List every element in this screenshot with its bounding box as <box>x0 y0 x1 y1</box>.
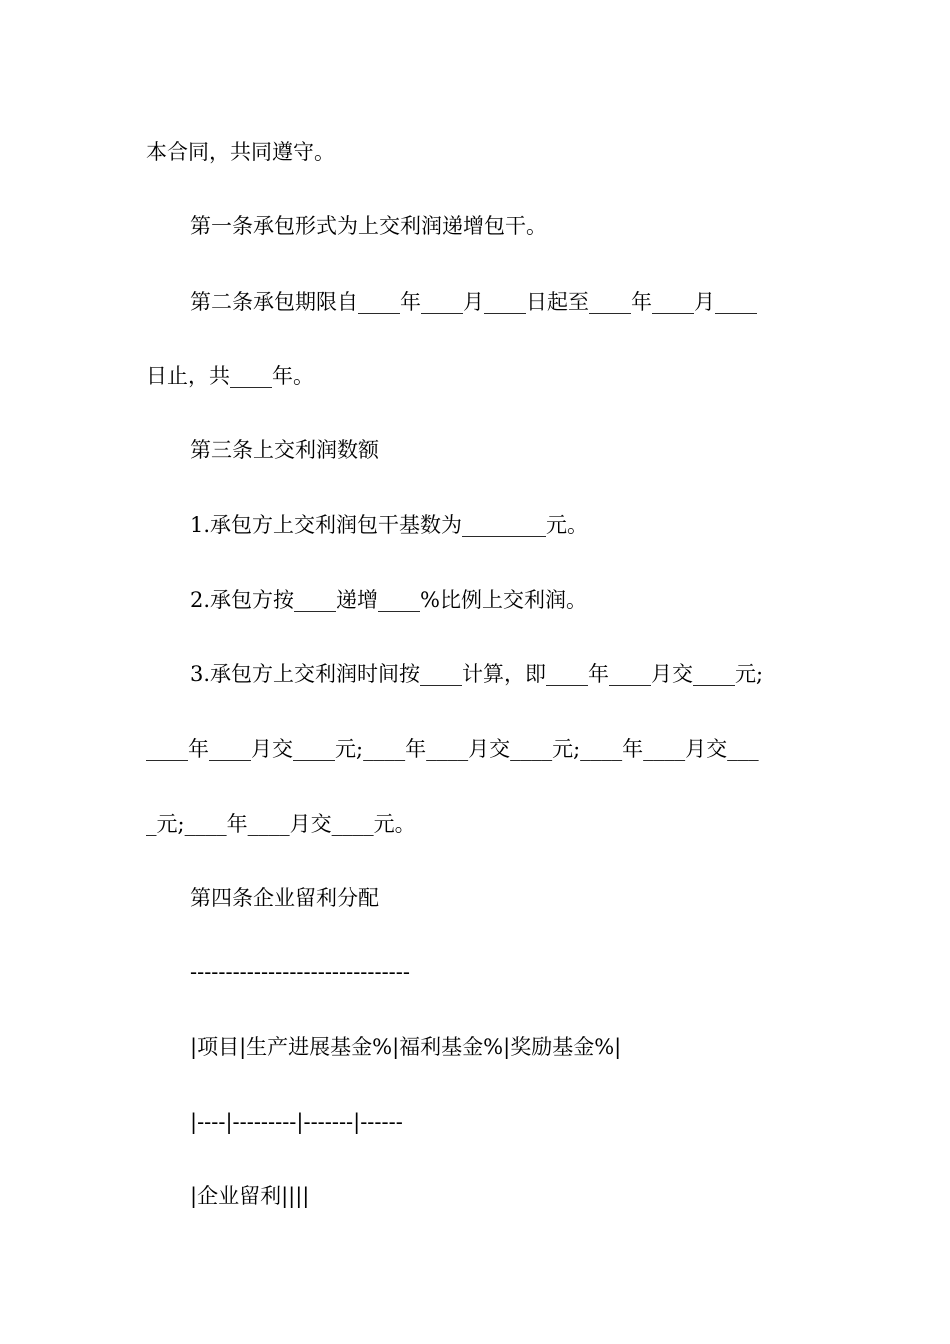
table-separator-row: |----|---------|-------|------ <box>190 1110 403 1134</box>
table-row-enterprise-retained-profit: |企业留利|||| <box>190 1184 310 1208</box>
article-3-item-3-continuation-2: _元;____年____月交____元。 <box>146 812 416 836</box>
article-2-continuation-line: 日止，共____年。 <box>146 364 314 388</box>
article-3-item-3: 3.承包方上交利润时间按____计算，即____年____月交____元; <box>190 662 764 686</box>
article-1-line: 第一条承包形式为上交利润递增包干。 <box>190 214 547 238</box>
article-3-item-3-continuation: ____年____月交____元;____年____月交____元;____年____月交___ <box>146 737 759 761</box>
article-3-heading: 第三条上交利润数额 <box>190 438 379 462</box>
article-3-item-1: 1.承包方上交利润包干基数为________元。 <box>190 513 589 537</box>
table-top-rule: ------------------------------- <box>190 960 410 984</box>
contract-text-line: 本合同，共同遵守。 <box>146 140 335 164</box>
article-4-heading: 第四条企业留利分配 <box>190 886 379 910</box>
table-header-row: |项目|生产进展基金%|福利基金%|奖励基金%| <box>190 1035 622 1059</box>
article-3-item-2: 2.承包方按____递增____%比例上交利润。 <box>190 588 587 612</box>
article-2-line: 第二条承包期限自____年____月____日起至____年____月____ <box>190 290 757 314</box>
